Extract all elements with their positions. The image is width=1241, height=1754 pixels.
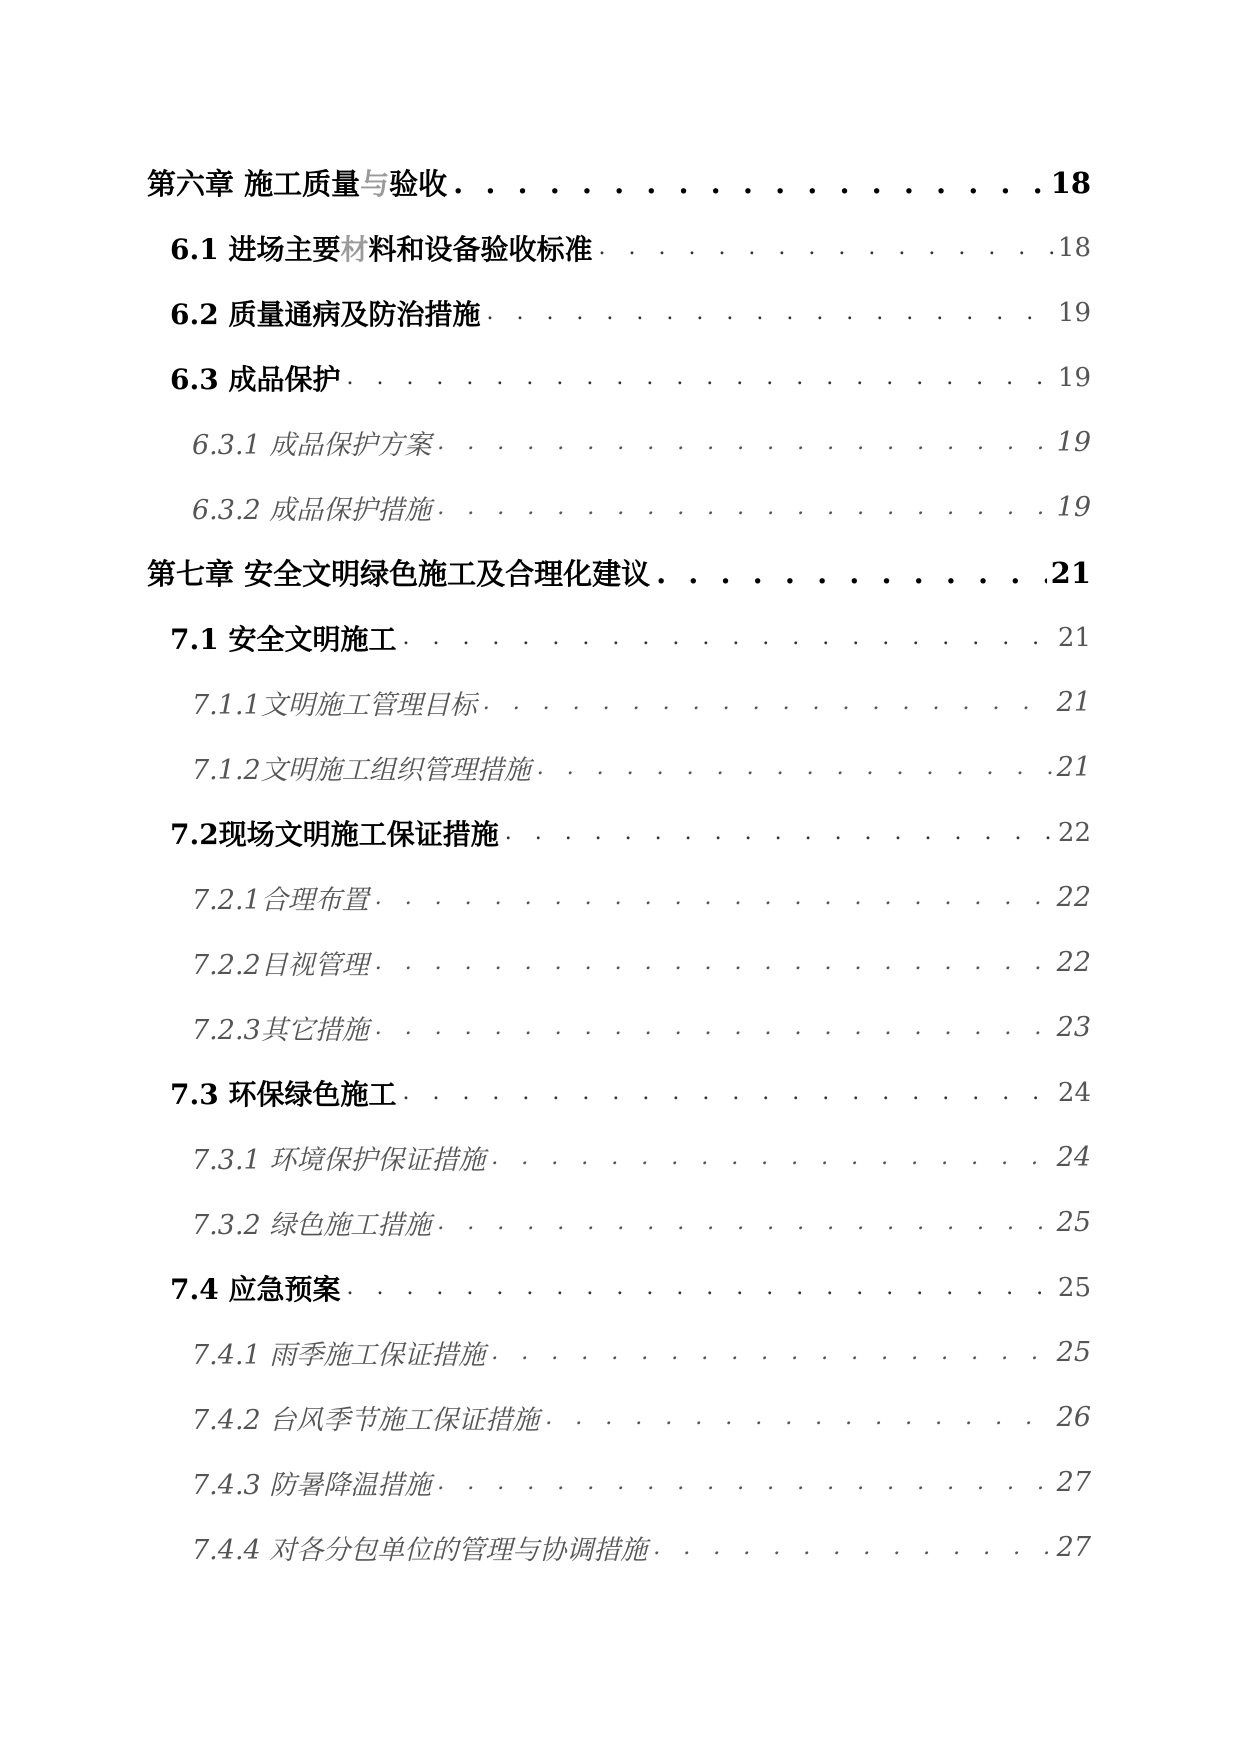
dot-leader — [437, 495, 1052, 520]
toc-entry[interactable] — [0, 215, 1241, 280]
toc-entry-title: 7.1 安全文明施工 — [170, 622, 397, 656]
toc-entry[interactable] — [0, 1515, 1241, 1580]
toc-entry-page: 24 — [1056, 1142, 1091, 1173]
toc-entry[interactable] — [0, 800, 1241, 865]
toc-entry-page: 19 — [1056, 427, 1091, 458]
toc-entry-page: 25 — [1056, 1207, 1091, 1238]
toc-entry[interactable] — [0, 1255, 1241, 1320]
dot-leader — [375, 885, 1053, 910]
toc-entry-title: 7.3 环保绿色施工 — [170, 1077, 397, 1111]
toc-entry-title: 7.1.1文明施工管理目标 — [192, 690, 477, 721]
dot-leader — [483, 690, 1053, 715]
toc-entry[interactable] — [0, 1190, 1241, 1255]
toc-entry[interactable] — [0, 605, 1241, 670]
toc-entry[interactable] — [0, 1125, 1241, 1190]
toc-entry[interactable] — [0, 1385, 1241, 1450]
dot-leader — [346, 1275, 1053, 1300]
dot-leader — [437, 1470, 1052, 1495]
toc-entry[interactable] — [0, 1450, 1241, 1515]
toc-entry-page: 24 — [1057, 1077, 1091, 1108]
toc-entry-title: 7.4.4 对各分包单位的管理与协调措施 — [192, 1535, 648, 1566]
toc-entry-title: 7.4.2 台风季节施工保证措施 — [192, 1405, 540, 1436]
toc-entry-title: 7.2现场文明施工保证措施 — [170, 817, 499, 851]
toc-entry-page: 27 — [1056, 1467, 1091, 1498]
toc-entry[interactable] — [0, 150, 1241, 215]
toc-entry-title: 6.3.2 成品保护措施 — [192, 495, 432, 526]
dot-leader — [437, 1210, 1052, 1235]
toc-entry[interactable] — [0, 475, 1241, 540]
dot-leader — [491, 1145, 1052, 1170]
toc-entry[interactable] — [0, 865, 1241, 930]
toc-entry-title: 6.1 进场主要材料和设备验收标准 — [170, 232, 593, 266]
dot-leader — [402, 625, 1053, 650]
toc-entry-page: 26 — [1056, 1402, 1091, 1433]
dot-leader — [599, 235, 1054, 260]
dot-leader — [653, 1535, 1052, 1560]
toc-entry-page: 23 — [1056, 1012, 1091, 1043]
toc-entry-title: 6.2 质量通病及防治措施 — [170, 297, 481, 331]
toc-entry[interactable] — [0, 345, 1241, 410]
dot-leader — [486, 300, 1053, 325]
toc-entry-page: 21 — [1056, 752, 1091, 783]
toc-entry-page: 25 — [1057, 1272, 1091, 1303]
toc-entry[interactable] — [0, 280, 1241, 345]
toc-entry-page: 21 — [1057, 622, 1091, 653]
toc-entry-page: 19 — [1057, 297, 1091, 328]
toc-entry-page: 18 — [1050, 165, 1091, 200]
toc-entry[interactable] — [0, 540, 1241, 605]
toc-entry[interactable] — [0, 995, 1241, 1060]
dot-leader — [402, 1080, 1053, 1105]
toc-entry-page: 19 — [1056, 492, 1091, 523]
dot-leader — [656, 556, 1047, 590]
toc-entry[interactable] — [0, 735, 1241, 800]
dot-leader — [453, 166, 1047, 200]
toc-entry-title: 7.2.1合理布置 — [192, 885, 369, 916]
toc-entry[interactable] — [0, 1060, 1241, 1125]
toc-entry-page: 27 — [1056, 1532, 1091, 1563]
toc-entry-page: 18 — [1057, 232, 1091, 263]
toc-entry[interactable] — [0, 930, 1241, 995]
toc-entry-title: 7.1.2文明施工组织管理措施 — [192, 755, 531, 786]
dot-leader — [346, 365, 1053, 390]
toc-entry-title: 7.3.2 绿色施工措施 — [192, 1210, 432, 1241]
toc-entry-title: 7.4 应急预案 — [170, 1272, 341, 1306]
dot-leader — [537, 755, 1053, 780]
toc-entry[interactable] — [0, 410, 1241, 475]
toc-entry-page: 21 — [1050, 555, 1091, 590]
toc-entry-title: 6.3 成品保护 — [170, 362, 341, 396]
table-of-contents — [0, 150, 1241, 1580]
toc-entry-page: 19 — [1057, 362, 1091, 393]
toc-entry-title: 第七章 安全文明绿色施工及合理化建议 — [147, 557, 651, 591]
toc-entry-page: 22 — [1056, 947, 1091, 978]
toc-entry-title: 7.3.1 环境保护保证措施 — [192, 1145, 486, 1176]
dot-leader — [491, 1340, 1052, 1365]
toc-entry-page: 22 — [1057, 817, 1091, 848]
toc-entry-title: 6.3.1 成品保护方案 — [192, 430, 432, 461]
toc-entry-title: 7.2.3其它措施 — [192, 1015, 369, 1046]
toc-entry-title: 7.4.1 雨季施工保证措施 — [192, 1340, 486, 1371]
toc-entry-title: 7.4.3 防暑降温措施 — [192, 1470, 432, 1501]
dot-leader — [375, 1015, 1053, 1040]
dot-leader — [505, 820, 1054, 845]
toc-entry-page: 22 — [1056, 882, 1091, 913]
toc-entry-page: 21 — [1056, 687, 1091, 718]
toc-entry-title: 7.2.2目视管理 — [192, 950, 369, 981]
toc-entry[interactable] — [0, 1320, 1241, 1385]
toc-entry-title: 第六章 施工质量与验收 — [147, 167, 448, 201]
dot-leader — [375, 950, 1053, 975]
toc-entry-page: 25 — [1056, 1337, 1091, 1368]
toc-entry[interactable] — [0, 670, 1241, 735]
dot-leader — [437, 430, 1052, 455]
dot-leader — [545, 1405, 1052, 1430]
